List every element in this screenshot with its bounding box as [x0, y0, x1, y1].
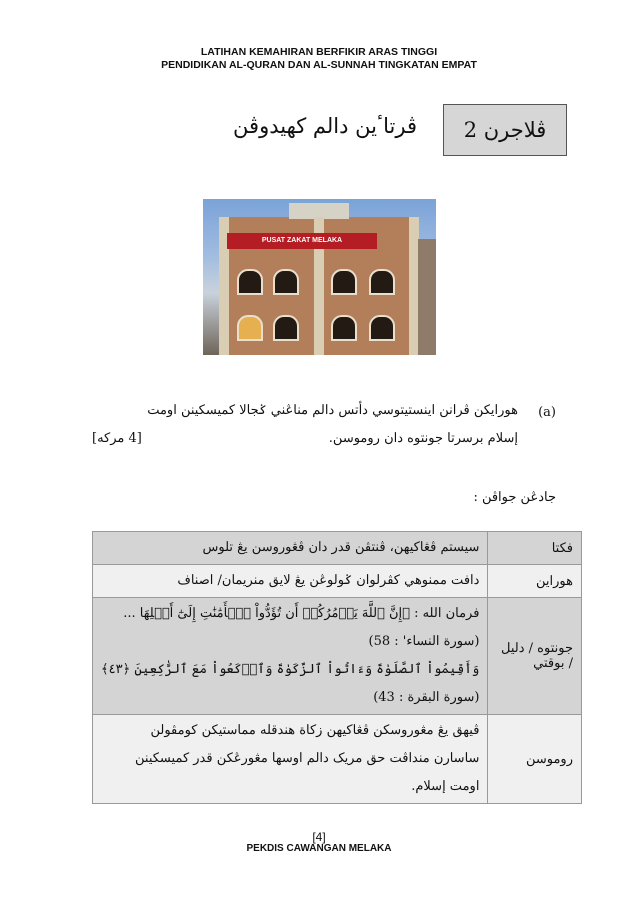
- zakat-building-photo: [203, 199, 436, 355]
- table-row: [93, 532, 582, 565]
- window: [331, 269, 357, 295]
- question-line-2: إسلام برسرتا جونتوه دان روموسن.: [328, 431, 518, 446]
- table-row: [93, 715, 582, 804]
- section-number-box: ڤلاجرن 2: [443, 104, 567, 156]
- row-key: هوراين: [488, 565, 582, 598]
- answer-table: [92, 531, 582, 804]
- row-value-line: سيستم ڤڠاكيهن، ڤنتڤن قدر دان ڤڠوروسن يڠ تلوس: [202, 540, 480, 555]
- page-number: [4]: [312, 830, 326, 844]
- row-key: روموسن: [488, 715, 582, 804]
- row-key: فكتا: [488, 532, 582, 565]
- row-value-line: (سورة البقرة : 43): [373, 690, 480, 705]
- row-value-line: فرمان الله : ﴿إِنَّ ٱللَّهَ يَأۡمُرُكُمۡ أَن تُؤَدُّواْ ٱلۡأَمَٰنَٰتِ إِلَىٰٓ أَهۡلِهَا ...: [123, 606, 480, 621]
- section-title-row: [77, 104, 567, 158]
- question-label: (a): [538, 405, 556, 420]
- row-value-line: اومت إسلام.: [411, 779, 480, 794]
- window: [369, 269, 395, 295]
- window: [273, 269, 299, 295]
- row-value: [93, 565, 488, 598]
- window: [369, 315, 395, 341]
- header-line-1: LATIHAN KEMAHIRAN BERFIKIR ARAS TINGGI: [200, 46, 438, 58]
- row-value-line: ساسارن منداڤت حق مريک دالم اوسها مڠورڠكن قدر كميسكينن: [135, 751, 480, 766]
- row-key: جونتوه / دليل / بوقتي: [488, 598, 582, 715]
- row-value-line: وَأَقِيمُواْ ٱلصَّلَوٰةَ وَءَاتُواْ ٱلزَّكَوٰةَ وَٱرۡكَعُواْ مَعَ ٱلرَّٰكِعِينَ ﴿٤٣﴾: [101, 662, 480, 677]
- answer-scheme-label: جادڠن جواڤن :: [473, 490, 556, 505]
- document-header: [0, 46, 638, 72]
- question-marks: [4 مركه]: [92, 431, 142, 446]
- document-footer: PEKDIS CAWANGAN MELAKA: [246, 843, 392, 854]
- table-row: [93, 598, 582, 715]
- window: [237, 269, 263, 295]
- section-title: ڤرتاٴين دالم كهيدوڤن: [233, 114, 417, 138]
- window: [273, 315, 299, 341]
- window: [237, 315, 263, 341]
- question-line-1: هورايكن ڤرانن اينستيتوسي دأتس دالم مناڠني ݢجالا كميسكينن اومت: [147, 403, 518, 418]
- table-row: [93, 565, 582, 598]
- header-line-2: PENDIDIKAN AL-QURAN DAN AL-SUNNAH TINGKATAN EMPAT: [161, 59, 477, 71]
- building-facade: [219, 217, 419, 355]
- row-value-line: (سورة النساء' : 58): [368, 634, 480, 649]
- row-value: [93, 715, 488, 804]
- row-value-line: دافت ممنوهي كڤرلوان ݢولوڠن يڠ لايق منريمان/ اصناف: [177, 573, 480, 588]
- building-sign: PUSAT ZAKAT MELAKA: [227, 233, 377, 249]
- building-wing: [418, 239, 436, 355]
- row-value: [93, 532, 488, 565]
- row-value: [93, 598, 488, 715]
- window: [331, 315, 357, 341]
- row-value-line: ڤيهق يڠ مڠوروسكن ڤڠاكيهن زكاة هندقله مماستيكن كومڤولن: [150, 723, 480, 738]
